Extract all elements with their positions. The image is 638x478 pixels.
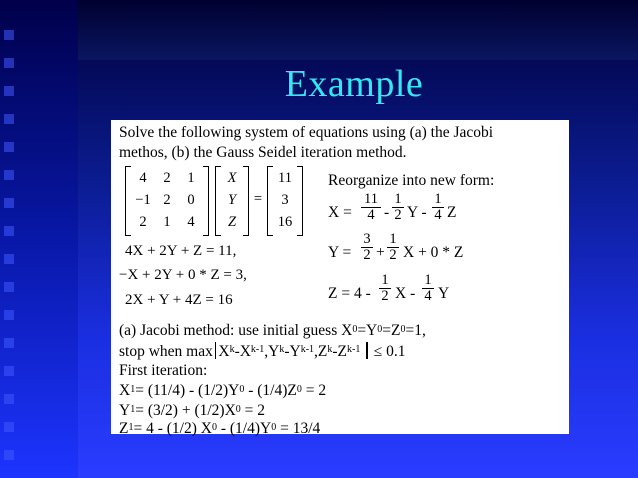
square-deco: [4, 142, 14, 152]
formula-term: Z: [447, 204, 457, 221]
stop-criterion-line: stop when $\max X^k-X^{k-1},Y^k-Y^{k-1},Z^k-Z^{k-1} \le 0.1$: [119, 343, 406, 360]
fraction: $\frac{3}{2}$: [361, 232, 373, 263]
matrix-cell: 4: [187, 214, 195, 230]
square-deco: [4, 114, 14, 124]
square-deco: [4, 254, 14, 264]
iteration-z1: $Z^1= 4 - (1/2)$ $X^0 - (1/4)Y^0 = 13/4$: [119, 420, 321, 437]
matrix-a: [125, 166, 209, 234]
square-deco: [4, 422, 14, 432]
top-band: [78, 0, 638, 60]
vector-cell: 3: [281, 192, 289, 208]
operator: -: [384, 204, 390, 221]
vector-b: [267, 166, 303, 234]
formula-term: Y -: [407, 204, 427, 221]
vector-x: [215, 166, 249, 234]
fraction: $\frac{1}{4}$: [432, 192, 444, 223]
matrix-cell: 1: [187, 170, 195, 186]
formula-lhs: Z = 4 -: [328, 285, 371, 302]
formula-term: X -: [395, 285, 416, 302]
formula-lhs: X =: [328, 204, 352, 221]
fraction: $\frac{1}{2}$: [387, 232, 399, 263]
operator: +: [376, 244, 385, 261]
square-deco: [4, 198, 14, 208]
iteration-x1: $X^1= (11/4) - (1/2)Y^0 - (1/4)Z^0 = 2$: [119, 382, 327, 399]
problem-line-1: Solve the following system of equations using (a) the Jacobi: [119, 124, 494, 141]
square-deco: [4, 30, 14, 40]
jacobi-guess-line: (a) Jacobi method: use initial guess $X^0=Y^0=Z^0=1$,: [119, 322, 426, 339]
first-iteration-label: First iteration:: [119, 362, 208, 379]
vector-cell: Y: [227, 192, 237, 208]
square-deco: [4, 366, 14, 376]
matrix-cell: 2: [163, 170, 171, 186]
problem-line-2: methos, (b) the Gauss Seidel iteration method.: [119, 144, 407, 161]
vector-cell: Z: [227, 214, 237, 230]
fraction: $\frac{11}{4}$: [361, 192, 381, 223]
content-panel: [111, 120, 569, 437]
matrix-cell: 4: [139, 170, 147, 186]
fraction: $\frac{1}{2}$: [392, 192, 404, 223]
matrix-cell: 0: [187, 192, 195, 208]
fraction: $\frac{1}{2}$: [379, 273, 391, 304]
matrix-equals: =: [253, 191, 263, 207]
abs-bar-left: [215, 342, 217, 359]
bracket-right: [203, 166, 209, 236]
abs-bar-right: [366, 342, 368, 359]
matrix-cell: 1: [163, 214, 171, 230]
fraction: $\frac{1}{4}$: [422, 273, 434, 304]
square-deco: [4, 310, 14, 320]
iteration-y1: $Y^1= (3/2) + (1/2)X^0 = 2$: [119, 402, 266, 419]
square-deco: [4, 282, 14, 292]
vector-cell: 16: [277, 214, 293, 230]
square-deco: [4, 170, 14, 180]
bracket-left: [125, 166, 131, 236]
square-deco: [4, 338, 14, 348]
matrix-cell: 2: [163, 192, 171, 208]
formula-term: X + 0 * Z: [403, 244, 464, 261]
bracket-right: [297, 166, 303, 236]
matrix-cell: 2: [139, 214, 147, 230]
square-deco: [4, 394, 14, 404]
square-deco: [4, 450, 14, 460]
formula-term: Y: [438, 285, 450, 302]
reorganize-label: Reorganize into new form:: [328, 172, 495, 189]
equation-3: 2X + Y + 4Z = 16: [125, 292, 233, 308]
formula-lhs: Y =: [328, 244, 352, 261]
bracket-right: [243, 166, 249, 236]
slide-title: Example: [284, 63, 424, 105]
equation-1: 4X + 2Y + Z = 11,: [125, 243, 237, 259]
matrix-cell: −1: [135, 192, 151, 208]
vector-cell: 11: [278, 170, 292, 186]
equation-2: −X + 2Y + 0 * Z = 3,: [119, 267, 247, 283]
square-deco: [4, 226, 14, 236]
vector-cell: X: [227, 170, 237, 186]
